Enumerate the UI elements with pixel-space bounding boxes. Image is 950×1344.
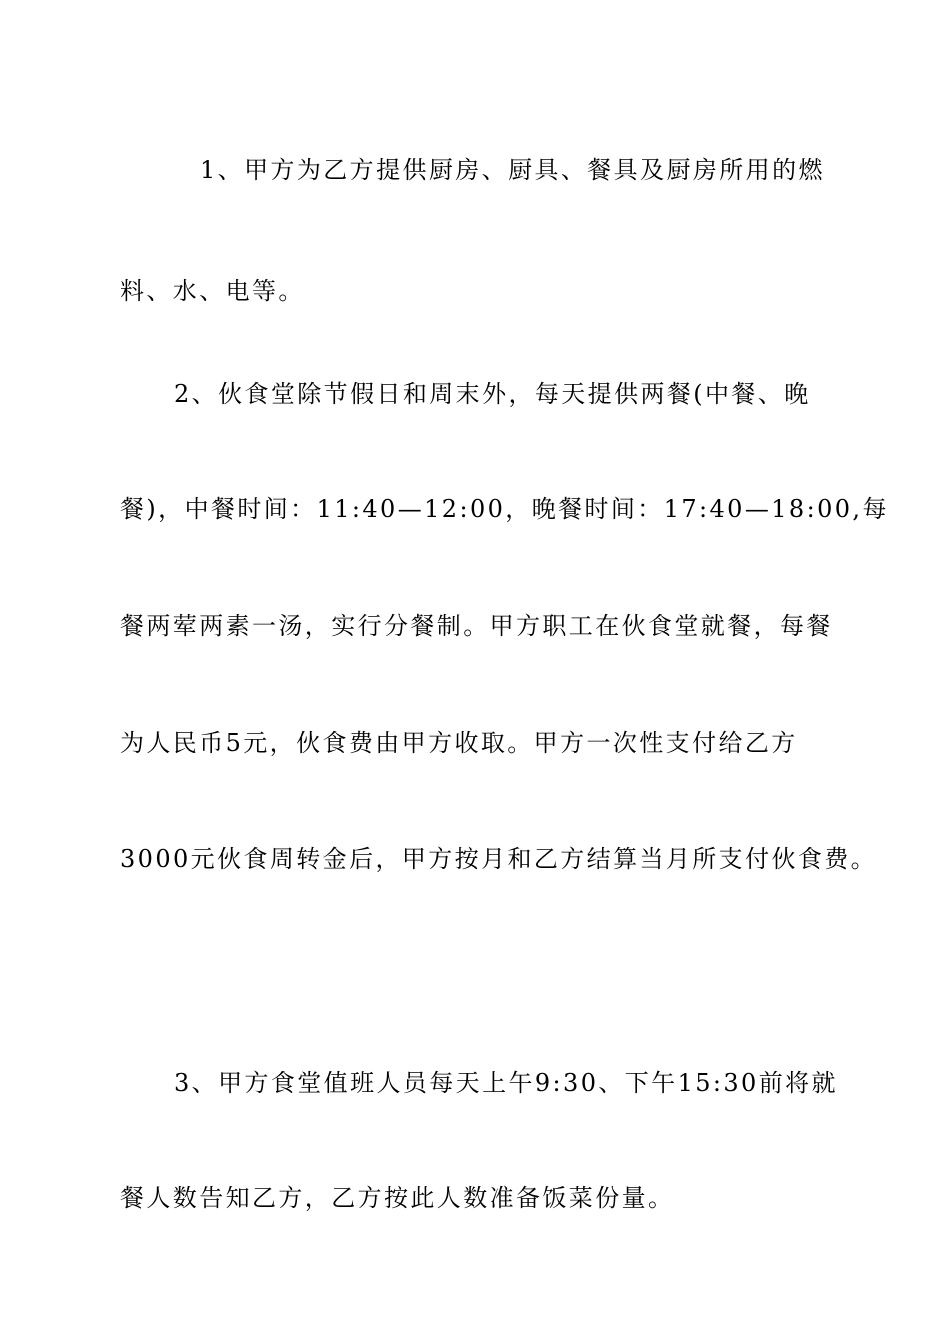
clause-2-line-4: 为人民币5元，伙食费由甲方收取。甲方一次性支付给乙方 bbox=[120, 729, 798, 757]
clause-3-line-2: 餐人数告知乙方，乙方按此人数准备饭菜份量。 bbox=[120, 1184, 675, 1212]
clause-2-line-2: 餐)，中餐时间：11:40—12:00，晚餐时间：17:40—18:00,每 bbox=[120, 495, 889, 523]
clause-2-line-3: 餐两荤两素一汤，实行分餐制。甲方职工在伙食堂就餐，每餐 bbox=[120, 612, 833, 640]
clause-3-line-1: 3、甲方食堂值班人员每天上午9:30、下午15:30前将就 bbox=[174, 1069, 838, 1097]
clause-2-line-5: 3000元伙食周转金后，甲方按月和乙方结算当月所支付伙食费。 bbox=[120, 845, 878, 873]
clause-2-line-1: 2、伙食堂除节假日和周末外，每天提供两餐(中餐、晚 bbox=[174, 380, 811, 408]
clause-1-line-2: 料、水、电等。 bbox=[120, 277, 305, 305]
clause-1-line-1: 1、甲方为乙方提供厨房、厨具、餐具及厨房所用的燃 bbox=[200, 156, 825, 184]
